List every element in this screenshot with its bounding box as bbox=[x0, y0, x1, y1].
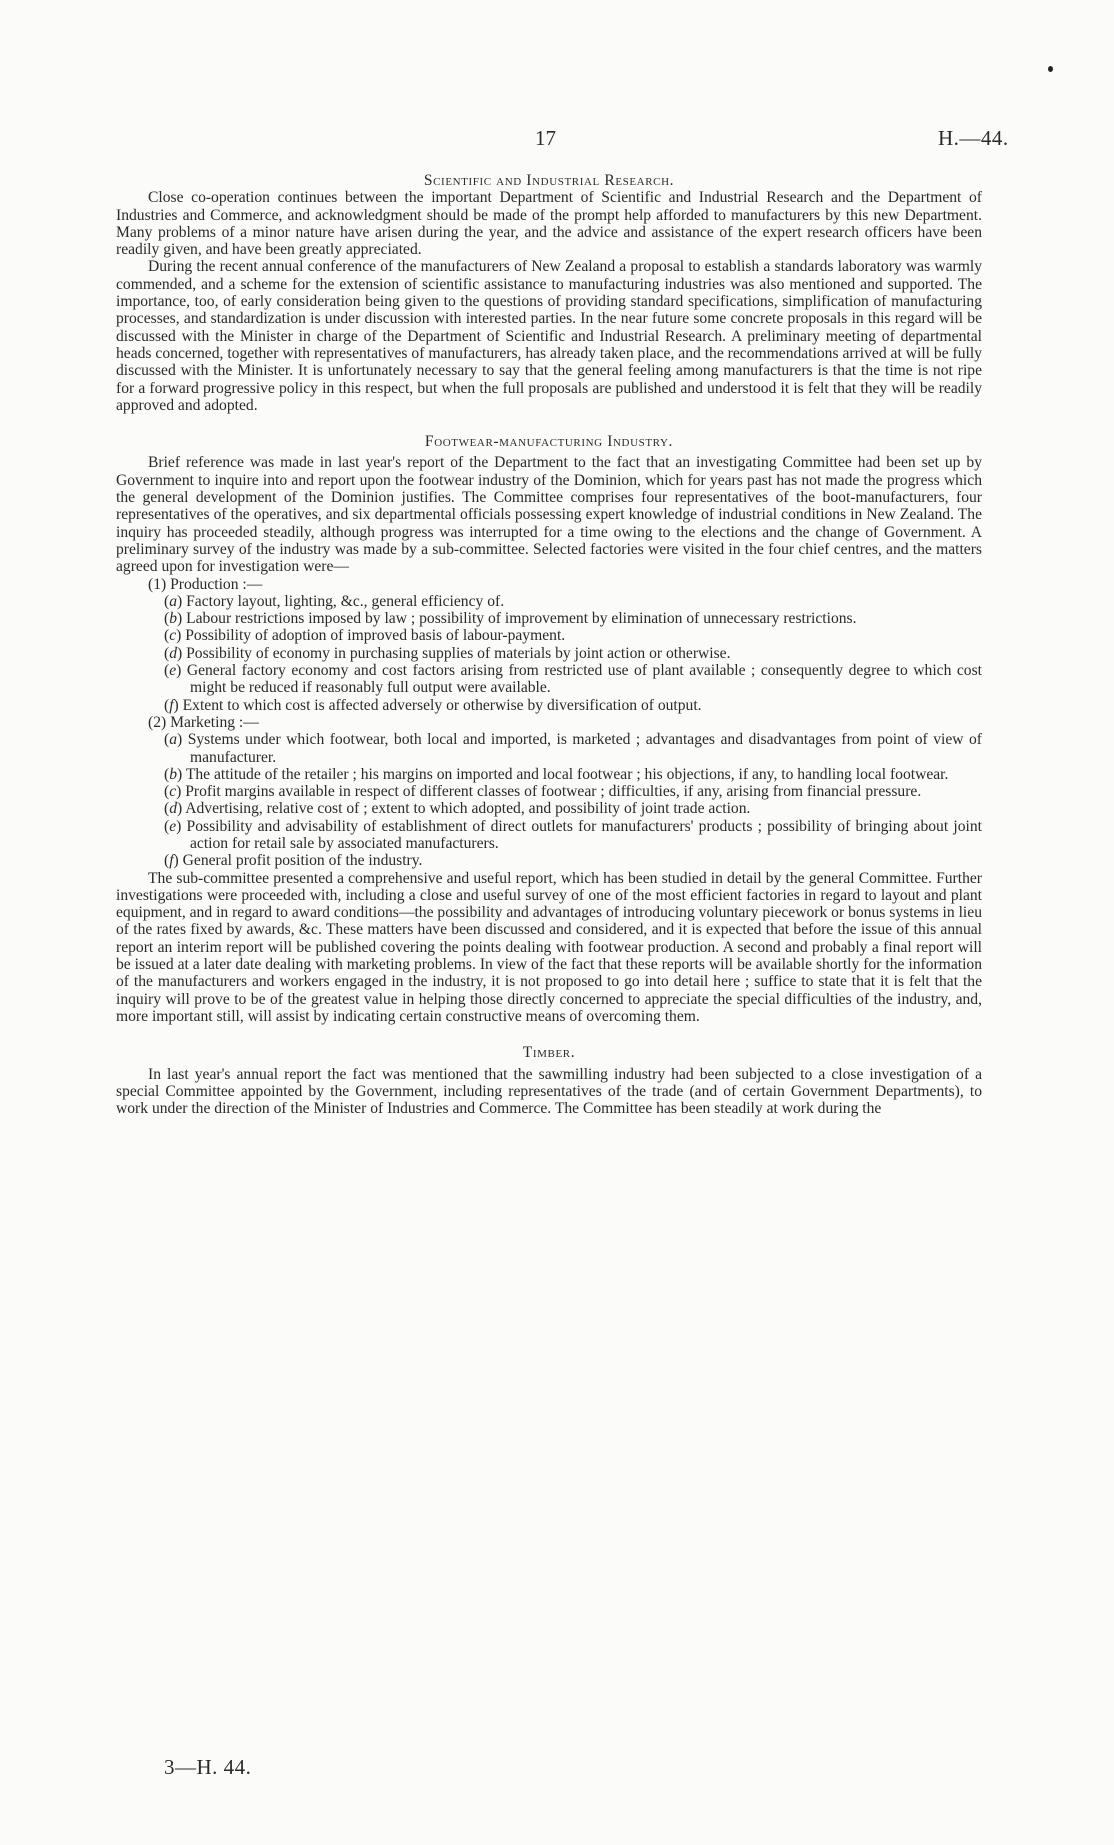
list-item-text: Possibility and advisability of establishment of direct outlets for manufacturers' products ; possibility of bringing about joint action for retail sale by associated manufacturers. bbox=[186, 817, 982, 852]
list-item-text: Profit margins available in respect of different classes of footwear ; difficulties, if any, arising from financial pressure. bbox=[185, 783, 922, 801]
list-item-label: (b) bbox=[164, 765, 183, 783]
sheet-signature: 3—H. 44. bbox=[164, 1755, 252, 1779]
list-item-label: (a) bbox=[164, 731, 183, 749]
list-item-text: Systems under which footwear, both local and imported, is marketed ; advantages and disadvantages from point of view of manufacturer. bbox=[187, 731, 982, 766]
page-number: 17 bbox=[535, 126, 556, 150]
list-item-text: Possibility of adoption of improved basis of labour-payment. bbox=[185, 627, 566, 645]
paragraph: Brief reference was made in last year's report of the Department to the fact that an investigating Committee had been set up by Government to inquire into and report upon the footwear industry of the Dominion, which for years past has not made the progress which the general development of the Dominion justifies. The Committee comprises four representatives of the boot-manufacturers, four representatives of the operatives, and six departmental officials possessing expert knowledge of industrial conditions in New Zealand. The inquiry has proceeded steadily, although progress was interrupted for a time owing to the elections and the change of Government. A preliminary survey of the industry was made by a sub-committee. Selected factories were visited in the four chief centres, and the matters agreed upon for investigation were— bbox=[116, 454, 982, 576]
paragraph: Close co-operation continues between the important Department of Scientific and Industrial Research and the Department of Industries and Commerce, and acknowledgment should be made of the prompt help afforded to manufacturers by this new Department. Many problems of a minor nature have arisen during the year, and the advice and assistance of the expert research officers have been readily given, and have been greatly appreciated. bbox=[116, 189, 982, 259]
list-item bbox=[116, 627, 982, 644]
list-item bbox=[116, 852, 982, 869]
list-item bbox=[116, 783, 982, 800]
list-item-text: Possibility of economy in purchasing supplies of materials by joint action or otherwise. bbox=[186, 644, 731, 662]
ink-mark bbox=[1048, 66, 1053, 72]
list-heading-production: (1) Production :— bbox=[148, 575, 263, 593]
list-item bbox=[116, 662, 982, 697]
list-item bbox=[116, 593, 982, 610]
paragraph: The sub-committee presented a comprehensive and useful report, which has been studied in detail by the general Committee. Further investigations were proceeded with, including a close and useful survey of one of the most efficient factories in regard to layout and plant equipment, and in regard to award conditions—the possibility and advantages of introducing voluntary piecework or bonus systems in lieu of the rates fixed by awards, &c. These matters have been discussed and considered, and it is expected that before the issue of this annual report an interim report will be published covering the points dealing with footwear production. A second and probably a final report will be issued at a later date dealing with marketing problems. In view of the fact that these reports will be available shortly for the information of the manufacturers and workers engaged in the industry, it is not proposed to go into detail here ; suffice to state that it is felt that the inquiry will prove to be of the greatest value in helping those directly concerned to appreciate the special difficulties of the industry, and, more important still, will assist by indicating certain constructive means of overcoming them. bbox=[116, 869, 982, 1025]
marketing-list bbox=[116, 731, 982, 869]
list-item bbox=[116, 645, 982, 662]
list-item-text: General factory economy and cost factors arising from restricted use of plant available ; consequently degree to which cost might be reduced if reasonably full output were available. bbox=[186, 662, 982, 697]
section-heading-scientific-research: Scientific and Industrial Research. bbox=[423, 172, 675, 189]
list-item-label: (e) bbox=[164, 662, 182, 680]
list-item bbox=[116, 818, 982, 853]
list-item-text: Extent to which cost is affected adversely or otherwise by diversification of output. bbox=[182, 696, 702, 714]
list-item-label: (d) bbox=[164, 644, 183, 662]
list-item-text: Factory layout, lighting, &c., general efficiency of. bbox=[186, 592, 505, 610]
list-item-label: (e) bbox=[164, 817, 182, 835]
section-heading-timber: Timber. bbox=[522, 1044, 576, 1062]
list-item bbox=[116, 766, 982, 783]
page-reference: H.—44. bbox=[938, 126, 1009, 150]
production-list bbox=[116, 593, 982, 714]
list-item-label: (d) bbox=[164, 800, 183, 818]
section-heading-footwear: Footwear-manufacturing Industry. bbox=[424, 433, 674, 451]
list-item-text: Labour restrictions imposed by law ; possibility of improvement by elimination of unnecessary restrictions. bbox=[186, 610, 857, 628]
paragraph: In last year's annual report the fact was mentioned that the sawmilling industry had been subjected to a close investigation of a special Committee appointed by the Government, including representatives of the trade (and of certain Government Departments), to work under the direction of the Minister of Industries and Commerce. The Committee has been steadily at work during the bbox=[116, 1065, 982, 1118]
list-item-label: (f) bbox=[164, 696, 179, 714]
list-item-text: Advertising, relative cost of ; extent to which adopted, and possibility of joint trade action. bbox=[185, 800, 751, 818]
list-item-text: General profit position of the industry. bbox=[182, 852, 423, 870]
list-heading-marketing: (2) Marketing :— bbox=[148, 713, 259, 731]
list-item bbox=[116, 731, 982, 766]
list-item-text: The attitude of the retailer ; his margins on imported and local footwear ; his objections, if any, to handling local footwear. bbox=[185, 765, 949, 783]
list-item bbox=[116, 800, 982, 817]
paragraph: During the recent annual conference of the manufacturers of New Zealand a proposal to establish a standards laboratory was warmly commended, and a scheme for the extension of scientific assistance to manufacturing industries was also mentioned and supported. The importance, too, of early consideration being given to the questions of providing standard specifications, simplification of manufacturing processes, and standardization is under discussion with interested parties. In the near future some concrete proposals in this regard will be discussed with the Minister in charge of the Department of Scientific and Industrial Research. A preliminary meeting of departmental heads concerned, together with representatives of manufacturers, has already taken place, and the recommendations arrived at will be fully discussed with the Minister. It is unfortunately necessary to say that the general feeling among manufacturers is that the time is not ripe for a forward progressive policy in this respect, but when the full proposals are published and understood it is felt that they will be readily approved and adopted. bbox=[116, 258, 982, 414]
list-item-label: (b) bbox=[164, 610, 183, 628]
list-item bbox=[116, 697, 982, 714]
list-item-label: (f) bbox=[164, 852, 179, 870]
list-item-label: (a) bbox=[164, 592, 183, 610]
list-item bbox=[116, 610, 982, 627]
list-item-label: (c) bbox=[164, 627, 182, 645]
document-body bbox=[116, 172, 982, 1117]
list-item-label: (c) bbox=[164, 783, 182, 801]
